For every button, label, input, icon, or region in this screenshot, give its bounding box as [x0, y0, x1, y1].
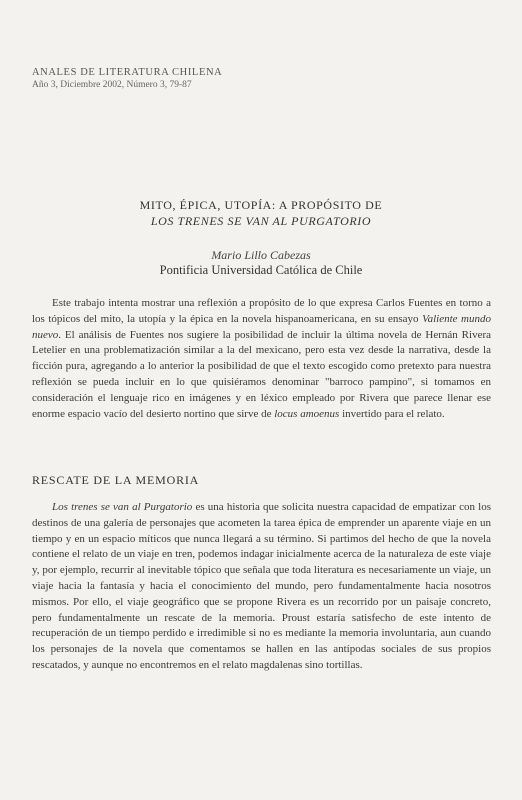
intro-text-a: Este trabajo intenta mostrar una reflexión a propósito de lo que expresa Carlos Fuentes en torno a los tópicos del mito, la utopía y la épica en la novela hispanoamericana, en su ensayo	[32, 297, 491, 325]
intro-paragraph	[32, 296, 491, 422]
book-title-valiente: Valiente mundo nuevo	[32, 312, 491, 341]
author-affiliation: Pontificia Universidad Católica de Chile	[159, 263, 363, 277]
section-heading: RESCATE DE LA MEMORIA	[32, 473, 200, 487]
section-text: es una historia que solicita nuestra capacidad de empatizar con los destinos de una galería de personajes que acometen la tarea épica de emprender un aparente viaje en un tiempo y en un espacio míticos que nunca llegará a su término. Si partimos del hecho de que la novela contiene el relato de un viaje en tren, podemos indagar inicialmente acerca de la naturaleza de este viaje y, por ejemplo, recurrir al inevitable tópico que señala que toda literatura es necesariamente un viaje, un viaje hacia la fantasía y hacia el conocimiento del mundo, pero fundamentalmente hacia nosotros mismos. Por ello, el viaje geográfico que se propone Rivera es un recorrido por un paisaje concreto, pero fundamentalmente un rescate de la memoria. Proust estaría satisfecho de este intento de recuperación de un tiempo perdido e irredimible si no es mediante la memoria involuntaria, aun cuando los personajes de la novela que comentamos se hallen en las antípodas sociales de sus propios rescatados, y aunque no encontremos en el relato magdalenas sino tortillas.	[32, 501, 491, 671]
issue-info: Año 3, Diciembre 2002, Número 3, 79-87	[32, 80, 192, 90]
intro-text-b: . El análisis de Fuentes nos sugiere la posibilidad de incluir la última novela de Hernán Rivera Letelier en una problematización similar a la del mexicano, pero esta vez desde la narrativa, desde la ficción pura, agregando a lo anterior la posibilidad de que el texto escogido como pretexto para nuestra reflexión se pueda incluir en lo que quisiéramos denominar "barroco pampino", si tomamos en consideración el lenguaje rico en imágenes y en léxico empleado por Rivera que parece llenar ese enorme espacio vacío del desierto nortino que sirve de	[32, 328, 491, 420]
article-title-line1: MITO, ÉPICA, UTOPÍA: A PROPÓSITO DE	[139, 198, 383, 212]
intro-text-c: invertido para el relato.	[339, 407, 445, 420]
book-title-trenes: Los trenes se van al Purgatorio	[52, 501, 193, 513]
journal-name: ANALES DE LITERATURA CHILENA	[32, 67, 223, 78]
locus-amoenus-term: locus amoenus	[274, 407, 340, 420]
author-name: Mario Lillo Cabezas	[211, 248, 311, 262]
section-paragraph	[32, 500, 491, 674]
article-title-line2: LOS TRENES SE VAN AL PURGATORIO	[150, 214, 372, 228]
